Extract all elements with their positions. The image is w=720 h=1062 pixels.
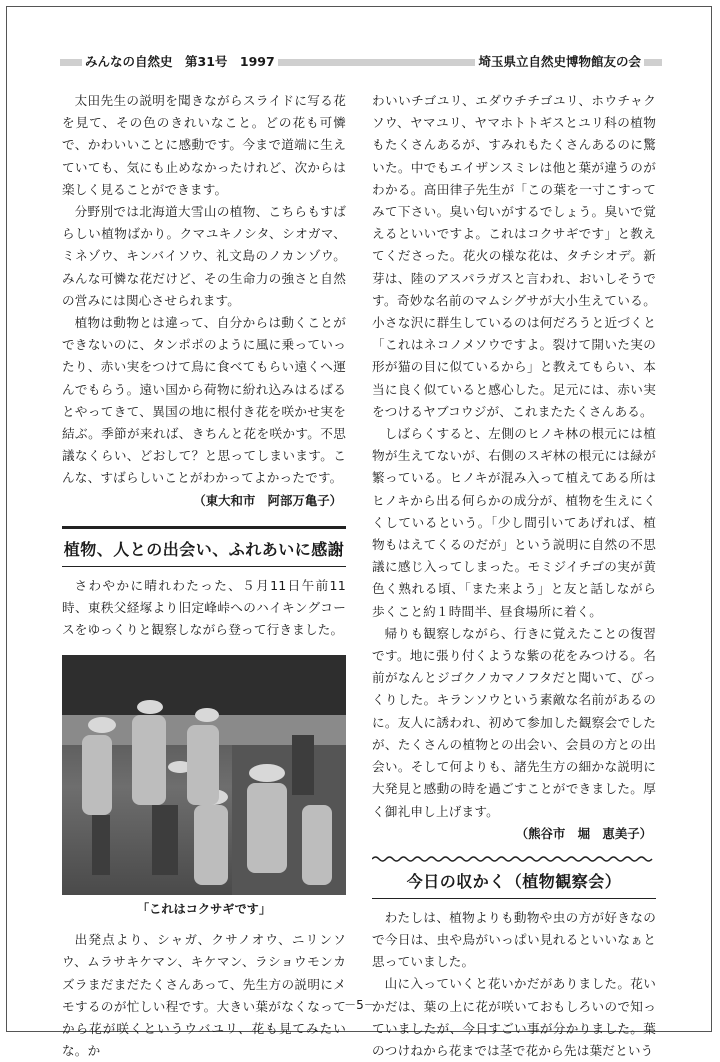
article3-title-text: 今日の収かく（植物観察会） bbox=[406, 871, 622, 891]
article1-paragraph: 分野別では北海道大雪山の植物、こちらもすばらしい植物ばかり。クマユキノシタ、シオガマ、ミネゾウ、キンバイソウ、礼文島のノカンゾウ。みんな可憐な花だけど、その生命力の強さと自然の営みには関心させられます。 bbox=[62, 204, 346, 308]
article2-paragraph-continued: わいいチゴユリ、エダウチチゴユリ、ホウチャクソウ、ヤマユリ、ヤマホトトギスとユリ科の植物もたくさんあるが、すみれもたくさんあるのに驚いた。中でもエイザンスミレは他と葉が違うのがわかる。高田律子先生が「この葉を一寸こすってみて下さい。臭い匂いがするでしょう。臭いで覚えるといいですよ。これはコクサギです」と教えてくださった。花火の様な花は、タチシオデ。新芽は、陸のアスパラガスと言われ、おいしそうです。奇妙な名前のマムシグサが大小生えている。小さな沢に群生しているのは何だろうと近づくと「これはネコノメソウですよ。裂けて開いた実の形が猫の目に似ているから」と教えてもらい、本当に良く似ていると感心した。足元には、赤い実をつけるヤブコウジが、これまたたくさんある。 bbox=[372, 93, 656, 419]
left-column bbox=[62, 90, 346, 1062]
wavy-rule bbox=[372, 855, 656, 863]
header-journal: みんなの自然史 第31号 1997 bbox=[82, 52, 278, 70]
article2-paragraph: しばらくすると、左側のヒノキ林の根元には植物が生えてないが、右側のスギ林の根元には緑が繁っている。ヒノキが混み入って植えてある所はヒノキから出る何らかの成分が、植物を生えにくくしているという。「少し間引いてあげれば、植物もはえてくるのだが」という説明に自然の不思議に感じ入ってしまった。モミジイチゴの実が黄色く熟れる頃、「また来よう」と友と話しながら歩くこと約１時間半、昼食場所に着く。 bbox=[372, 426, 656, 619]
article2-paragraph: 出発点より、シャガ、クサノオウ、ニリンソウ、ムラサキケマン、キケマン、ラショウモンカズラまだまだたくさんあって、先生方の説明にメモするのが忙しい程です。大きい葉がなくなってから花が咲くというウバユリ、花も見てみたいな。か bbox=[62, 932, 346, 1059]
article1-paragraph: 植物は動物とは違って、自分からは動くことができないのに、タンポポのように風に乗っていったり、赤い実をつけて鳥に食べてもらい遠くへ運んでもらう。遠い国から荷物に紛れ込みはるばるとやってきて、異国の地に根付き花を咲かせ実を結ぶ。季節が来れば、きちんと花を咲かす。不思議なくらい、どおして？と思ってしまいます。こんな、すばらしいことがわかってよかったです。 bbox=[62, 315, 346, 486]
group-photo-figure bbox=[62, 655, 346, 895]
article3-title bbox=[372, 861, 656, 899]
group-photo bbox=[62, 655, 346, 895]
page-number: －5－ bbox=[344, 998, 376, 1012]
photo-caption: 「これはコクサギです」 bbox=[136, 902, 272, 917]
article2-signature: （熊谷市 堀 恵美子） bbox=[515, 825, 652, 841]
article2-paragraph: 帰りも観察しながら、行きに覚えたことの復習です。地に張り付くような紫の花をみつける。名前がなんとジゴクノカマノフタだと聞いて、びっくりした。キランソウという素敵な名前があるのに。友人に誘われ、初めて参加した観察会でしたが、たくさんの植物との出会い、会員の方との出会い。そして何よりも、諸先生方の細かな説明に大発見と感動の時を過ごすことができました。厚く御礼申し上げます。 bbox=[372, 625, 656, 819]
article2-title: 植物、人との出会い、ふれあいに感謝 bbox=[62, 526, 346, 567]
article1-paragraph: 太田先生の説明を聞きながらスライドに写る花を見て、その色のきれいなこと。どの花も可憐で、かわいいことに感動です。今まで道端に生えていても、気にも止めなかったけれど、次からは楽しく見ることができます。 bbox=[62, 93, 346, 197]
article1-signature: （東大和市 阿部万亀子） bbox=[193, 492, 342, 508]
header-society: 埼玉県立自然史博物館友の会 bbox=[475, 52, 644, 70]
article3-paragraph: わたしは、植物よりも動物や虫の方が好きなので今日は、虫や鳥がいっぱい見れるといいなぁと思っていました。 bbox=[372, 909, 656, 970]
right-column bbox=[372, 90, 656, 1062]
running-header bbox=[60, 52, 662, 72]
article2-intro: さわやかに晴れわたった、５月11日午前11時、東秩父経塚より旧定峰峠へのハイキングコースをゆっくりと観察しながら登って行きました。 bbox=[62, 577, 346, 638]
article3-paragraph: 山に入っていくと花いかだがありました。花いかだは、葉の上に花が咲いておもしろいので知っていましたが、今日すごい事が分かりました。葉のつけねから花までは茎で花から先は葉だという bbox=[372, 976, 656, 1058]
